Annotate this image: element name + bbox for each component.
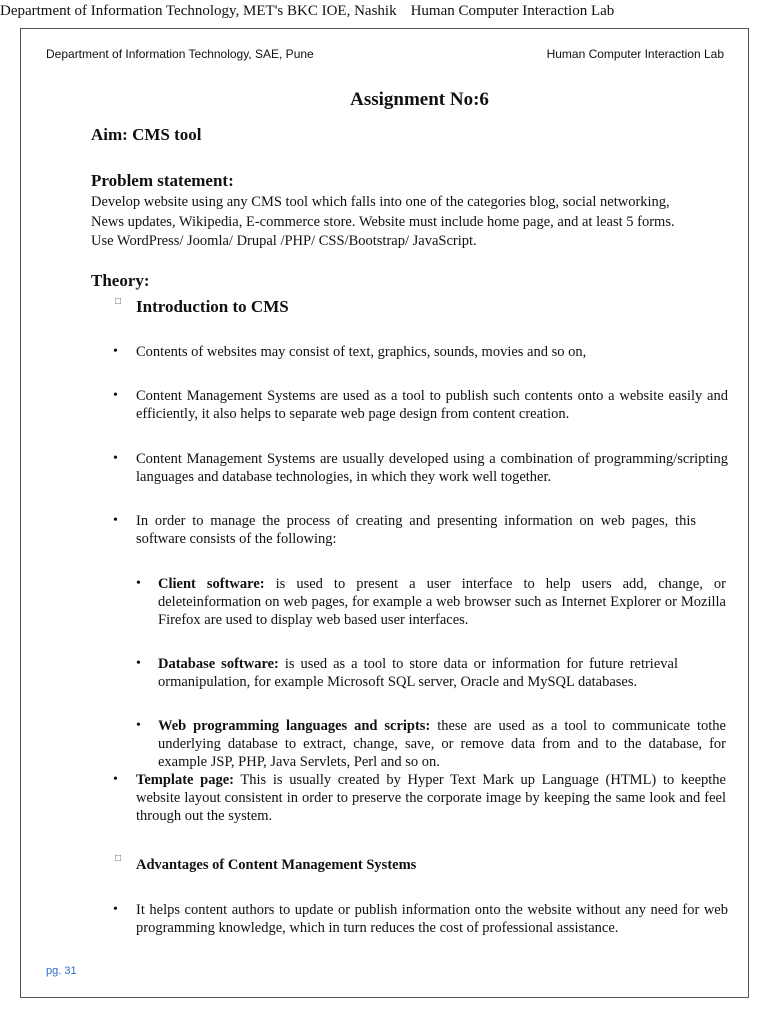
advantage-text-1: It helps content authors to update or publish information onto the website without any need for web programming knowledge, which in turn reduces the cost of professional assistance. [136,902,728,936]
client-software-item [158,575,726,629]
bullet-text-1: Contents of websites may consist of text, graphics, sounds, movies and so on, [136,344,587,360]
bullet-icon: • [113,388,118,403]
bullet-icon: • [136,576,141,591]
bullet-icon: • [113,772,118,787]
box-bullet-icon: □ [115,296,122,307]
theory-heading: Theory: [91,271,150,290]
bullet-text-2: Content Management Systems are used as a tool to publish such contents onto a website easily and efficiently, it also helps to separate web page design from content creation. [136,388,728,422]
bullet-icon: • [136,718,141,733]
outer-header-right: Human Computer Interaction Lab [410,3,615,19]
bullet-icon: • [113,902,118,917]
web-programming-item [158,717,726,771]
problem-line: Develop website using any CMS tool which falls into one of the categories blog, social networking, [91,194,670,210]
aim-heading: Aim: CMS tool [91,125,202,144]
document-page [20,28,749,998]
outer-header-left: Department of Information Technology, MET's BKC IOE, Nashik [0,3,397,19]
problem-line: Use WordPress/ Joomla/ Drupal /PHP/ CSS/Bootstrap/ JavaScript. [91,233,477,249]
bullet-icon: • [113,344,118,359]
template-page-label: Template page: [136,772,234,788]
client-software-label: Client software: [158,576,265,592]
box-bullet-icon: □ [115,853,122,864]
bullet-text-4: In order to manage the process of creating and presenting information on web pages, this software consists of the following: [136,513,696,547]
database-software-label: Database software: [158,656,279,672]
outer-header [0,0,768,26]
assignment-title: Assignment No:6 [350,89,489,110]
inner-header-right: Human Computer Interaction Lab [546,47,724,61]
advantages-heading: Advantages of Content Management Systems [136,857,417,873]
bullet-icon: • [113,513,118,528]
inner-header [46,47,724,61]
bullet-icon: • [136,656,141,671]
page-number: pg. 31 [46,965,77,977]
inner-header-left: Department of Information Technology, SAE, Pune [46,47,314,61]
problem-line: News updates, Wikipedia, E-commerce store. Website must include home page, and at least 5 forms. [91,213,675,230]
client-software-text: is used to present a user interface to help users add, change, or deleteinformation on web pages, for example a web browser such as Internet Explorer or Mozilla Firefox are used to display web based user interfaces. [158,576,726,628]
bullet-text-3: Content Management Systems are usually developed using a combination of programming/scripting languages and database technologies, in which they work well together. [136,451,728,485]
problem-statement-heading: Problem statement: [91,171,234,190]
database-software-item [158,655,678,691]
database-software-text: is used as a tool to store data or information for future retrieval ormanipulation, for example Microsoft SQL server, Oracle and MySQL databases. [158,656,678,690]
template-page-text: This is usually created by Hyper Text Mark up Language (HTML) to keepthe website layout consistent in order to preserve the corporate image by keeping the same look and feel through out the system. [136,772,726,824]
web-programming-label: Web programming languages and scripts: [158,718,431,734]
bullet-icon: • [113,451,118,466]
intro-heading: Introduction to CMS [136,297,289,316]
template-page-item [136,771,726,825]
problem-statement-body [91,193,731,252]
web-programming-text: these are used as a tool to communicate tothe underlying database to extract, change, save, or remove data from and to the database, for example JSP, PHP, Java Servlets, Perl and so on. [158,718,726,770]
